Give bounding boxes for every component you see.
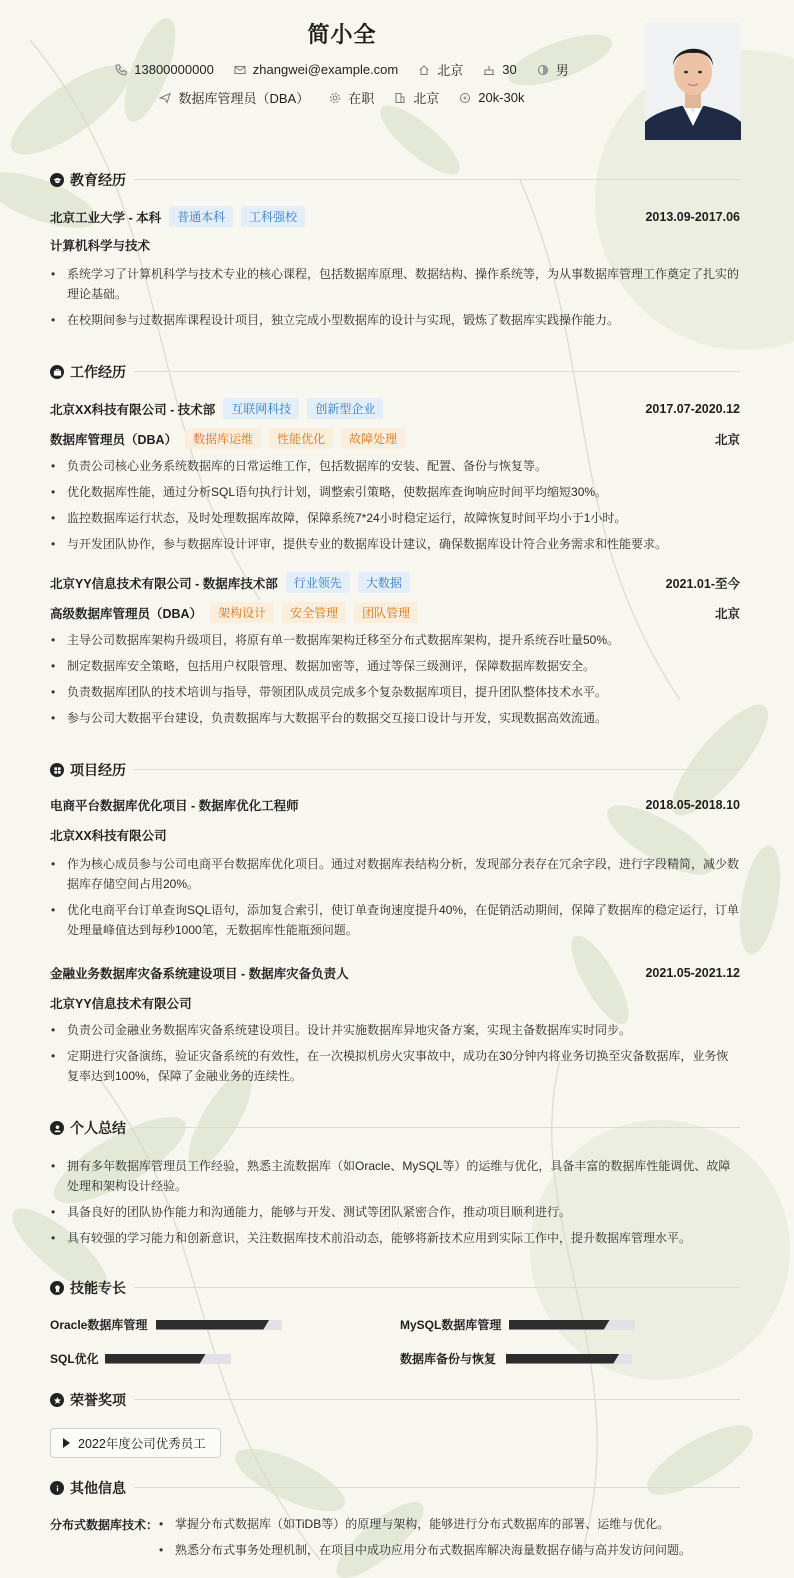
section-skills-label: 技能专长 xyxy=(70,1280,126,1296)
list-item: • 优化数据库性能，通过分析SQL语句执行计划，调整索引策略，使数据库查询响应时间平均缩短30%。 xyxy=(50,482,740,502)
skill-item xyxy=(400,1316,501,1333)
job-role-row xyxy=(50,428,740,449)
company-tag: 行业领先 xyxy=(286,572,350,593)
status-item xyxy=(329,88,374,107)
cake-icon xyxy=(483,64,495,76)
award-item xyxy=(50,1428,221,1458)
status-text: 在职 xyxy=(348,91,375,106)
role-tag: 团队管理 xyxy=(354,602,418,623)
section-projects-label: 项目经历 xyxy=(70,762,126,778)
job-city: 北京 xyxy=(714,606,740,621)
gender-icon xyxy=(537,64,549,76)
award-text: 2022年度公司优秀员工 xyxy=(78,1437,206,1451)
skill-item xyxy=(50,1350,99,1367)
job-city: 北京 xyxy=(714,432,740,447)
role-tag: 故障处理 xyxy=(341,428,405,449)
project-company-row xyxy=(50,826,740,844)
list-item: • 负责数据库团队的技术培训与指导，带领团队成员完成多个复杂数据库项目，提升团队整体技术水平。 xyxy=(50,682,740,702)
briefcase-icon xyxy=(50,365,64,379)
salary-item xyxy=(459,90,524,105)
project-header xyxy=(50,964,740,982)
contact-row xyxy=(0,60,684,79)
target-city-item xyxy=(394,88,439,107)
skill-item xyxy=(400,1350,496,1367)
project-company: 北京XX科技有限公司 xyxy=(50,829,167,843)
list-item: • 参与公司大数据平台建设，负责数据库与大数据平台的数据交互接口设计与开发，实现数据高效流通。 xyxy=(50,708,740,728)
skill-bar-fill xyxy=(506,1354,619,1364)
job-header xyxy=(50,572,740,593)
send-icon xyxy=(159,92,171,104)
skill-bar xyxy=(509,1320,635,1330)
project-bullets xyxy=(50,854,740,946)
building-icon xyxy=(394,92,406,104)
section-awards-label: 荣誉奖项 xyxy=(70,1392,126,1408)
skill-name: MySQL数据库管理 xyxy=(400,1318,502,1332)
coin-icon xyxy=(459,92,471,104)
list-item: • 与开发团队协作，参与数据库设计评审，提供专业的数据库设计建议，确保数据库设计符合业务需求和性能要求。 xyxy=(50,534,740,554)
education-bullets xyxy=(50,264,740,336)
job-date: 2021.01-至今 xyxy=(665,576,740,591)
user-icon xyxy=(50,1121,64,1135)
skill-bar xyxy=(105,1354,231,1364)
company-name: 北京XX科技有限公司 - 技术部 xyxy=(50,402,216,417)
list-item: • 制定数据库安全策略，包括用户权限管理、数据加密等，通过等保三级测评，保障数据库数据安全。 xyxy=(50,656,740,676)
section-divider xyxy=(134,179,740,180)
list-item: • 作为核心成员参与公司电商平台数据库优化项目。通过对数据库表结构分析，发现部分表存在冗余字段，进行字段精简，减少数据库存储空间占用20%。 xyxy=(50,854,740,894)
summary-bullets xyxy=(50,1156,740,1254)
job-role: 数据库管理员（DBA） xyxy=(50,432,178,447)
section-other-title xyxy=(50,1478,126,1498)
list-item: • 在校期间参与过数据库课程设计项目，独立完成小型数据库的设计与实现，锻炼了数据库实践操作能力。 xyxy=(50,310,740,330)
gender-text: 男 xyxy=(555,63,569,78)
list-item: • 定期进行灾备演练，验证灾备系统的有效性，在一次模拟机房火灾事故中，成功在30分钟内将业务切换至灾备数据库，业务恢复率达到100%，保障了金融业务的连续性。 xyxy=(50,1046,740,1086)
education-major-row xyxy=(50,236,740,254)
role-tag: 数据库运维 xyxy=(185,428,261,449)
company-tag: 大数据 xyxy=(358,572,410,593)
school-tag: 工科强校 xyxy=(241,206,305,227)
section-projects-title xyxy=(50,760,126,780)
section-divider xyxy=(134,769,740,770)
job-bullets xyxy=(50,456,740,560)
award-icon xyxy=(50,1281,64,1295)
list-item: • 系统学习了计算机科学与技术专业的核心课程，包括数据库原理、数据结构、操作系统等，为从事数据库管理工作奠定了扎实的理论基础。 xyxy=(50,264,740,304)
info-icon xyxy=(50,1481,64,1495)
skill-bar-fill xyxy=(509,1320,610,1330)
project-name: 电商平台数据库优化项目 - 数据库优化工程师 xyxy=(50,799,299,813)
city-text: 北京 xyxy=(437,63,464,78)
school-tag: 普通本科 xyxy=(169,206,233,227)
city-item xyxy=(418,60,463,79)
project-name: 金融业务数据库灾备系统建设项目 - 数据库灾备负责人 xyxy=(50,967,349,981)
section-awards-title xyxy=(50,1390,126,1410)
list-item: • 掌握分布式数据库（如TiDB等）的原理与架构，能够进行分布式数据库的部署、运维与优化。 xyxy=(158,1514,740,1534)
section-skills-title xyxy=(50,1278,126,1298)
skill-name: 数据库备份与恢复 xyxy=(400,1352,497,1366)
grid-icon xyxy=(50,763,64,777)
candidate-name: 简小全 xyxy=(307,22,377,47)
section-work-title xyxy=(50,362,126,382)
section-divider xyxy=(134,371,740,372)
major-name: 计算机科学与技术 xyxy=(50,239,151,253)
gear-icon xyxy=(329,92,341,104)
education-header xyxy=(50,206,740,227)
medal-icon xyxy=(50,1393,64,1407)
play-triangle-icon xyxy=(63,1438,70,1448)
salary-text: 20k-30k xyxy=(478,90,525,105)
job-role-row xyxy=(50,602,740,623)
project-company-row xyxy=(50,994,740,1012)
target-city-text: 北京 xyxy=(413,91,440,106)
gender-item xyxy=(537,60,569,79)
job-intent-row xyxy=(0,88,684,107)
other-bullets xyxy=(158,1514,740,1566)
list-item: • 负责公司核心业务系统数据库的日常运维工作，包括数据库的安装、配置、备份与恢复等。 xyxy=(50,456,740,476)
skill-name: SQL优化 xyxy=(50,1352,99,1366)
list-item: • 具有较强的学习能力和创新意识，关注数据库技术前沿动态，能够将新技术应用到实际工作中，提升数据库管理水平。 xyxy=(50,1228,740,1248)
list-item: • 监控数据库运行状态，及时处理数据库故障，保障系统7*24小时稳定运行，故障恢复时间平均小于1小时。 xyxy=(50,508,740,528)
age-text: 30 xyxy=(502,62,517,77)
skill-name: Oracle数据库管理 xyxy=(50,1318,148,1332)
skill-item xyxy=(50,1316,147,1333)
other-category-label: 分布式数据库技术： xyxy=(50,1518,159,1532)
education-date: 2013.09-2017.06 xyxy=(645,209,740,224)
phone-item xyxy=(115,62,214,77)
section-divider xyxy=(134,1487,740,1488)
section-education-title xyxy=(50,170,126,190)
skill-bar xyxy=(156,1320,282,1330)
position-text: 数据库管理员（DBA） xyxy=(178,91,310,106)
profile-photo xyxy=(645,22,741,140)
project-bullets xyxy=(50,1020,740,1092)
phone-text: 13800000000 xyxy=(134,62,214,77)
list-item: • 主导公司数据库架构升级项目，将原有单一数据库架构迁移至分布式数据库架构，提升系统吞吐量50%。 xyxy=(50,630,740,650)
job-bullets xyxy=(50,630,740,734)
skill-bar-fill xyxy=(105,1354,206,1364)
section-divider xyxy=(134,1127,740,1128)
phone-icon xyxy=(115,64,127,76)
company-tag: 创新型企业 xyxy=(307,398,383,419)
role-tag: 性能优化 xyxy=(269,428,333,449)
skill-bar xyxy=(506,1354,632,1364)
home-icon xyxy=(418,64,430,76)
list-item: • 熟悉分布式事务处理机制，在项目中成功应用分布式数据库解决海量数据存储与高并发访问问题。 xyxy=(158,1540,740,1560)
list-item: • 具备良好的团队协作能力和沟通能力，能够与开发、测试等团队紧密合作，推动项目顺利进行。 xyxy=(50,1202,740,1222)
section-divider xyxy=(134,1287,740,1288)
project-date: 2021.05-2021.12 xyxy=(645,966,740,980)
project-date: 2018.05-2018.10 xyxy=(645,798,740,812)
list-item: • 拥有多年数据库管理员工作经验，熟悉主流数据库（如Oracle、MySQL等）的运维与优化，具备丰富的数据库性能调优、故障处理和架构设计经验。 xyxy=(50,1156,740,1196)
job-date: 2017.07-2020.12 xyxy=(645,401,740,416)
school-name: 北京工业大学 - 本科 xyxy=(50,210,162,225)
role-tag: 架构设计 xyxy=(210,602,274,623)
project-header xyxy=(50,796,740,814)
graduation-cap-icon xyxy=(50,173,64,187)
company-tag: 互联网科技 xyxy=(223,398,299,419)
position-item xyxy=(159,88,309,107)
mail-icon xyxy=(234,64,246,76)
section-education-label: 教育经历 xyxy=(70,172,126,188)
list-item: • 负责公司金融业务数据库灾备系统建设项目。设计并实施数据库异地灾备方案，实现主备数据库实时同步。 xyxy=(50,1020,740,1040)
list-item: • 优化电商平台订单查询SQL语句，添加复合索引，使订单查询速度提升40%，在促销活动期间，保障了数据库的稳定运行，订单处理量峰值达到每秒1000笔，无数据库性能瓶颈问题。 xyxy=(50,900,740,940)
skill-bar-fill xyxy=(156,1320,269,1330)
email-item xyxy=(234,62,398,77)
section-divider xyxy=(134,1399,740,1400)
section-other-label: 其他信息 xyxy=(70,1480,126,1496)
company-name: 北京YY信息技术有限公司 - 数据库技术部 xyxy=(50,576,278,591)
email-text: zhangwei@example.com xyxy=(252,62,399,77)
job-role: 高级数据库管理员（DBA） xyxy=(50,606,203,621)
section-summary-label: 个人总结 xyxy=(70,1120,126,1136)
portrait-illustration xyxy=(645,22,741,140)
job-header xyxy=(50,398,740,419)
section-summary-title xyxy=(50,1118,126,1138)
age-item xyxy=(483,62,516,77)
section-work-label: 工作经历 xyxy=(70,364,126,380)
role-tag: 安全管理 xyxy=(282,602,346,623)
project-company: 北京YY信息技术有限公司 xyxy=(50,997,192,1011)
